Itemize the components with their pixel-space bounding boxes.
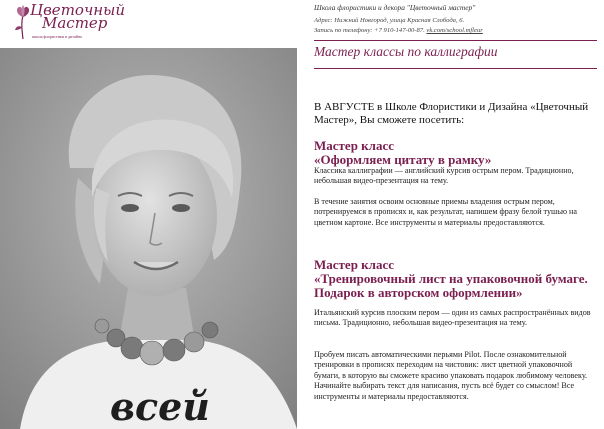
class2-paragraph2: Пробуем писать автоматическими перьями Pilot. После ознакомительной тренировки в прописях переходим на чистовик: лист цветной упаковочной бумаги, в которую вы сможете красиво упаковать подарок любимому человеку. Начинайте выбирать текст для написания, пусть всё будет со смыслом! Все инструменты и материалы предоставляются. bbox=[314, 350, 588, 401]
section-title: Мастер классы по каллиграфии bbox=[314, 44, 498, 59]
portrait-illustration bbox=[0, 48, 297, 429]
class2-paragraph1: Итальянский курсив плоским пером — один из самых распространённых видов письма. Традиционно, небольшая видео-презентация на тему. bbox=[314, 308, 591, 328]
logo-title-line1: Цветочный bbox=[30, 1, 126, 19]
phone-text: Запись по телефону: +7 910-147-00-87. bbox=[314, 27, 425, 34]
school-logo[interactable] bbox=[6, 3, 126, 45]
left-column bbox=[0, 0, 297, 429]
class1-heading-line2: «Оформляем цитату в рамку» bbox=[314, 152, 492, 167]
class2-heading-line1: Мастер класс bbox=[314, 257, 394, 272]
class2-heading-line2: «Тренировочный лист на упаковочной бумаге. Подарок в авторском оформлении» bbox=[314, 271, 588, 300]
logo-area bbox=[0, 0, 297, 48]
teacher-photo bbox=[0, 48, 297, 429]
logo-title-line2: Мастер bbox=[42, 14, 108, 32]
class1-heading-line1: Мастер класс bbox=[314, 138, 394, 153]
school-address: Адрес: Нижний Новгород, улица Красная Слобода, 6. bbox=[314, 17, 465, 24]
divider-bottom bbox=[314, 68, 597, 69]
class1-heading bbox=[314, 139, 599, 167]
divider-top bbox=[314, 40, 597, 41]
intro-text: В АВГУСТЕ в Школе Флористики и Дизайна «Цветочный Мастер», Вы сможете посетить: bbox=[314, 101, 589, 126]
contact-line bbox=[314, 27, 483, 34]
class1-paragraph1: Классика каллиграфии — английский курсив острым пером. Традиционно, небольшая видео-презентация на тему. bbox=[314, 166, 574, 186]
logo-subtitle: школа флористики и дизайна bbox=[32, 34, 82, 39]
vk-link[interactable]: vk.com/school.mfleur bbox=[426, 27, 483, 34]
shirt-lettering: всей bbox=[110, 384, 210, 429]
class1-paragraph2: В течение занятия освоим основные приемы владения острым пером, потренируемся в прописях и, как результат, напишем фразу белой тушью на цветном картоне. Все инструменты и материалы предоставляются. bbox=[314, 197, 577, 227]
right-column bbox=[297, 0, 604, 429]
class2-heading bbox=[314, 258, 599, 300]
school-name: Школа флористики и декора "Цветочный мастер" bbox=[314, 3, 476, 12]
